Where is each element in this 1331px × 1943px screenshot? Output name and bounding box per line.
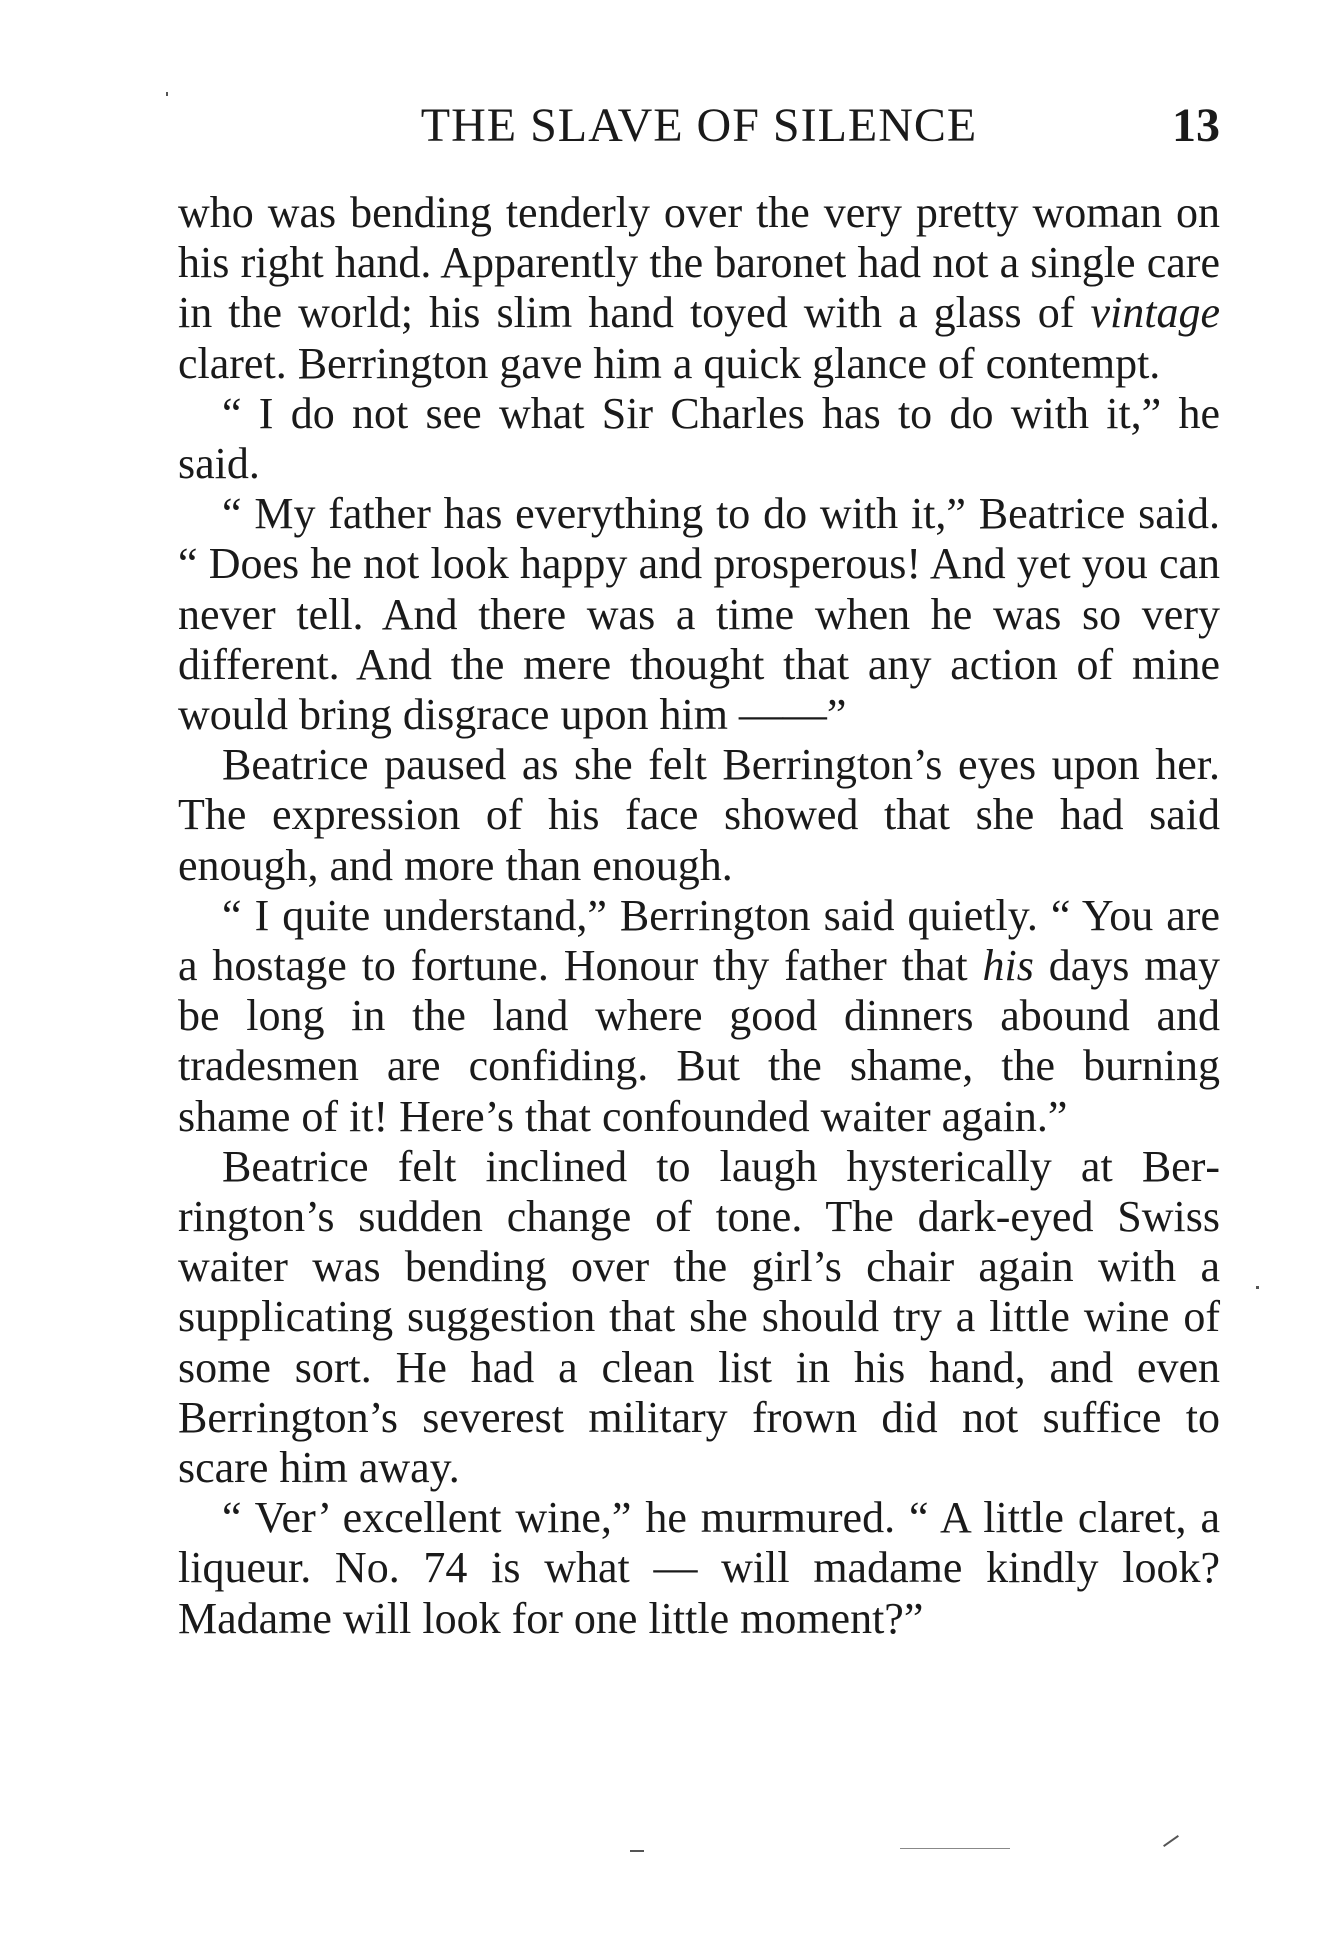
paragraph [178,740,1220,891]
text-run: “ I quite understand,” Berrington said quietly. “ You are a hostage to fortune. Honour thy father that [178,890,1220,991]
text-run: claret. Berrington gave him a quick glance of contempt. [178,338,1161,388]
page-header [178,96,1220,156]
print-speck [630,1850,644,1852]
body-text [178,188,1220,1644]
italic-text: his [982,941,1034,991]
print-speck [1256,1286,1259,1289]
paragraph [178,489,1220,740]
print-speck [166,92,168,96]
paragraph [178,188,1220,389]
text-run: Beatrice paused as she felt Berrington’s eyes upon her. The expression of his face showed that she had said enough, and more than enough. [178,740,1220,890]
page-number: 13 [1172,99,1220,152]
text-run: Beatrice felt inclined to laugh hysterically at Berrington’s sudden change of tone. The dark-eyed Swiss waiter was bending over the girl’s chair again with a supplicating suggestion that she should try a little wine of some sort. He had a clean list in his hand, and even Berrington’s severest military frown did not suffice to scare him away. [178,1141,1220,1493]
paragraph [178,1142,1220,1493]
text-run: “ My father has everything to do with it,” Beatrice said. “ Does he not look happy and prosperous! And yet you can never tell. And there was a time when he was so very different. And the mere thought that any action of mine would bring disgrace upon him ——” [178,489,1220,740]
text-run: days may be long in the land where good dinners abound and tradesmen are confiding. But the shame, the burning shame of it! Here’s that confounded waiter again.” [178,941,1221,1141]
paragraph [178,389,1220,489]
running-title: THE SLAVE OF SILENCE [420,99,978,152]
text-run: who was bending tenderly over the very pretty woman on his right hand. Apparently the baronet had not a single care in the world; his slim hand toyed with a glass of [178,188,1220,338]
print-speck [1163,1835,1179,1847]
text-run: “ I do not see what Sir Charles has to do with it,” he said. [178,388,1220,489]
paragraph [178,1493,1220,1644]
paragraph [178,891,1220,1142]
italic-text: vintage [1090,288,1220,338]
print-speck [900,1848,1010,1849]
text-run: “ Ver’ excellent wine,” he murmured. “ A little claret, a liqueur. No. 74 is what — will madame kindly look? Madame will look for one little moment?” [178,1493,1220,1643]
